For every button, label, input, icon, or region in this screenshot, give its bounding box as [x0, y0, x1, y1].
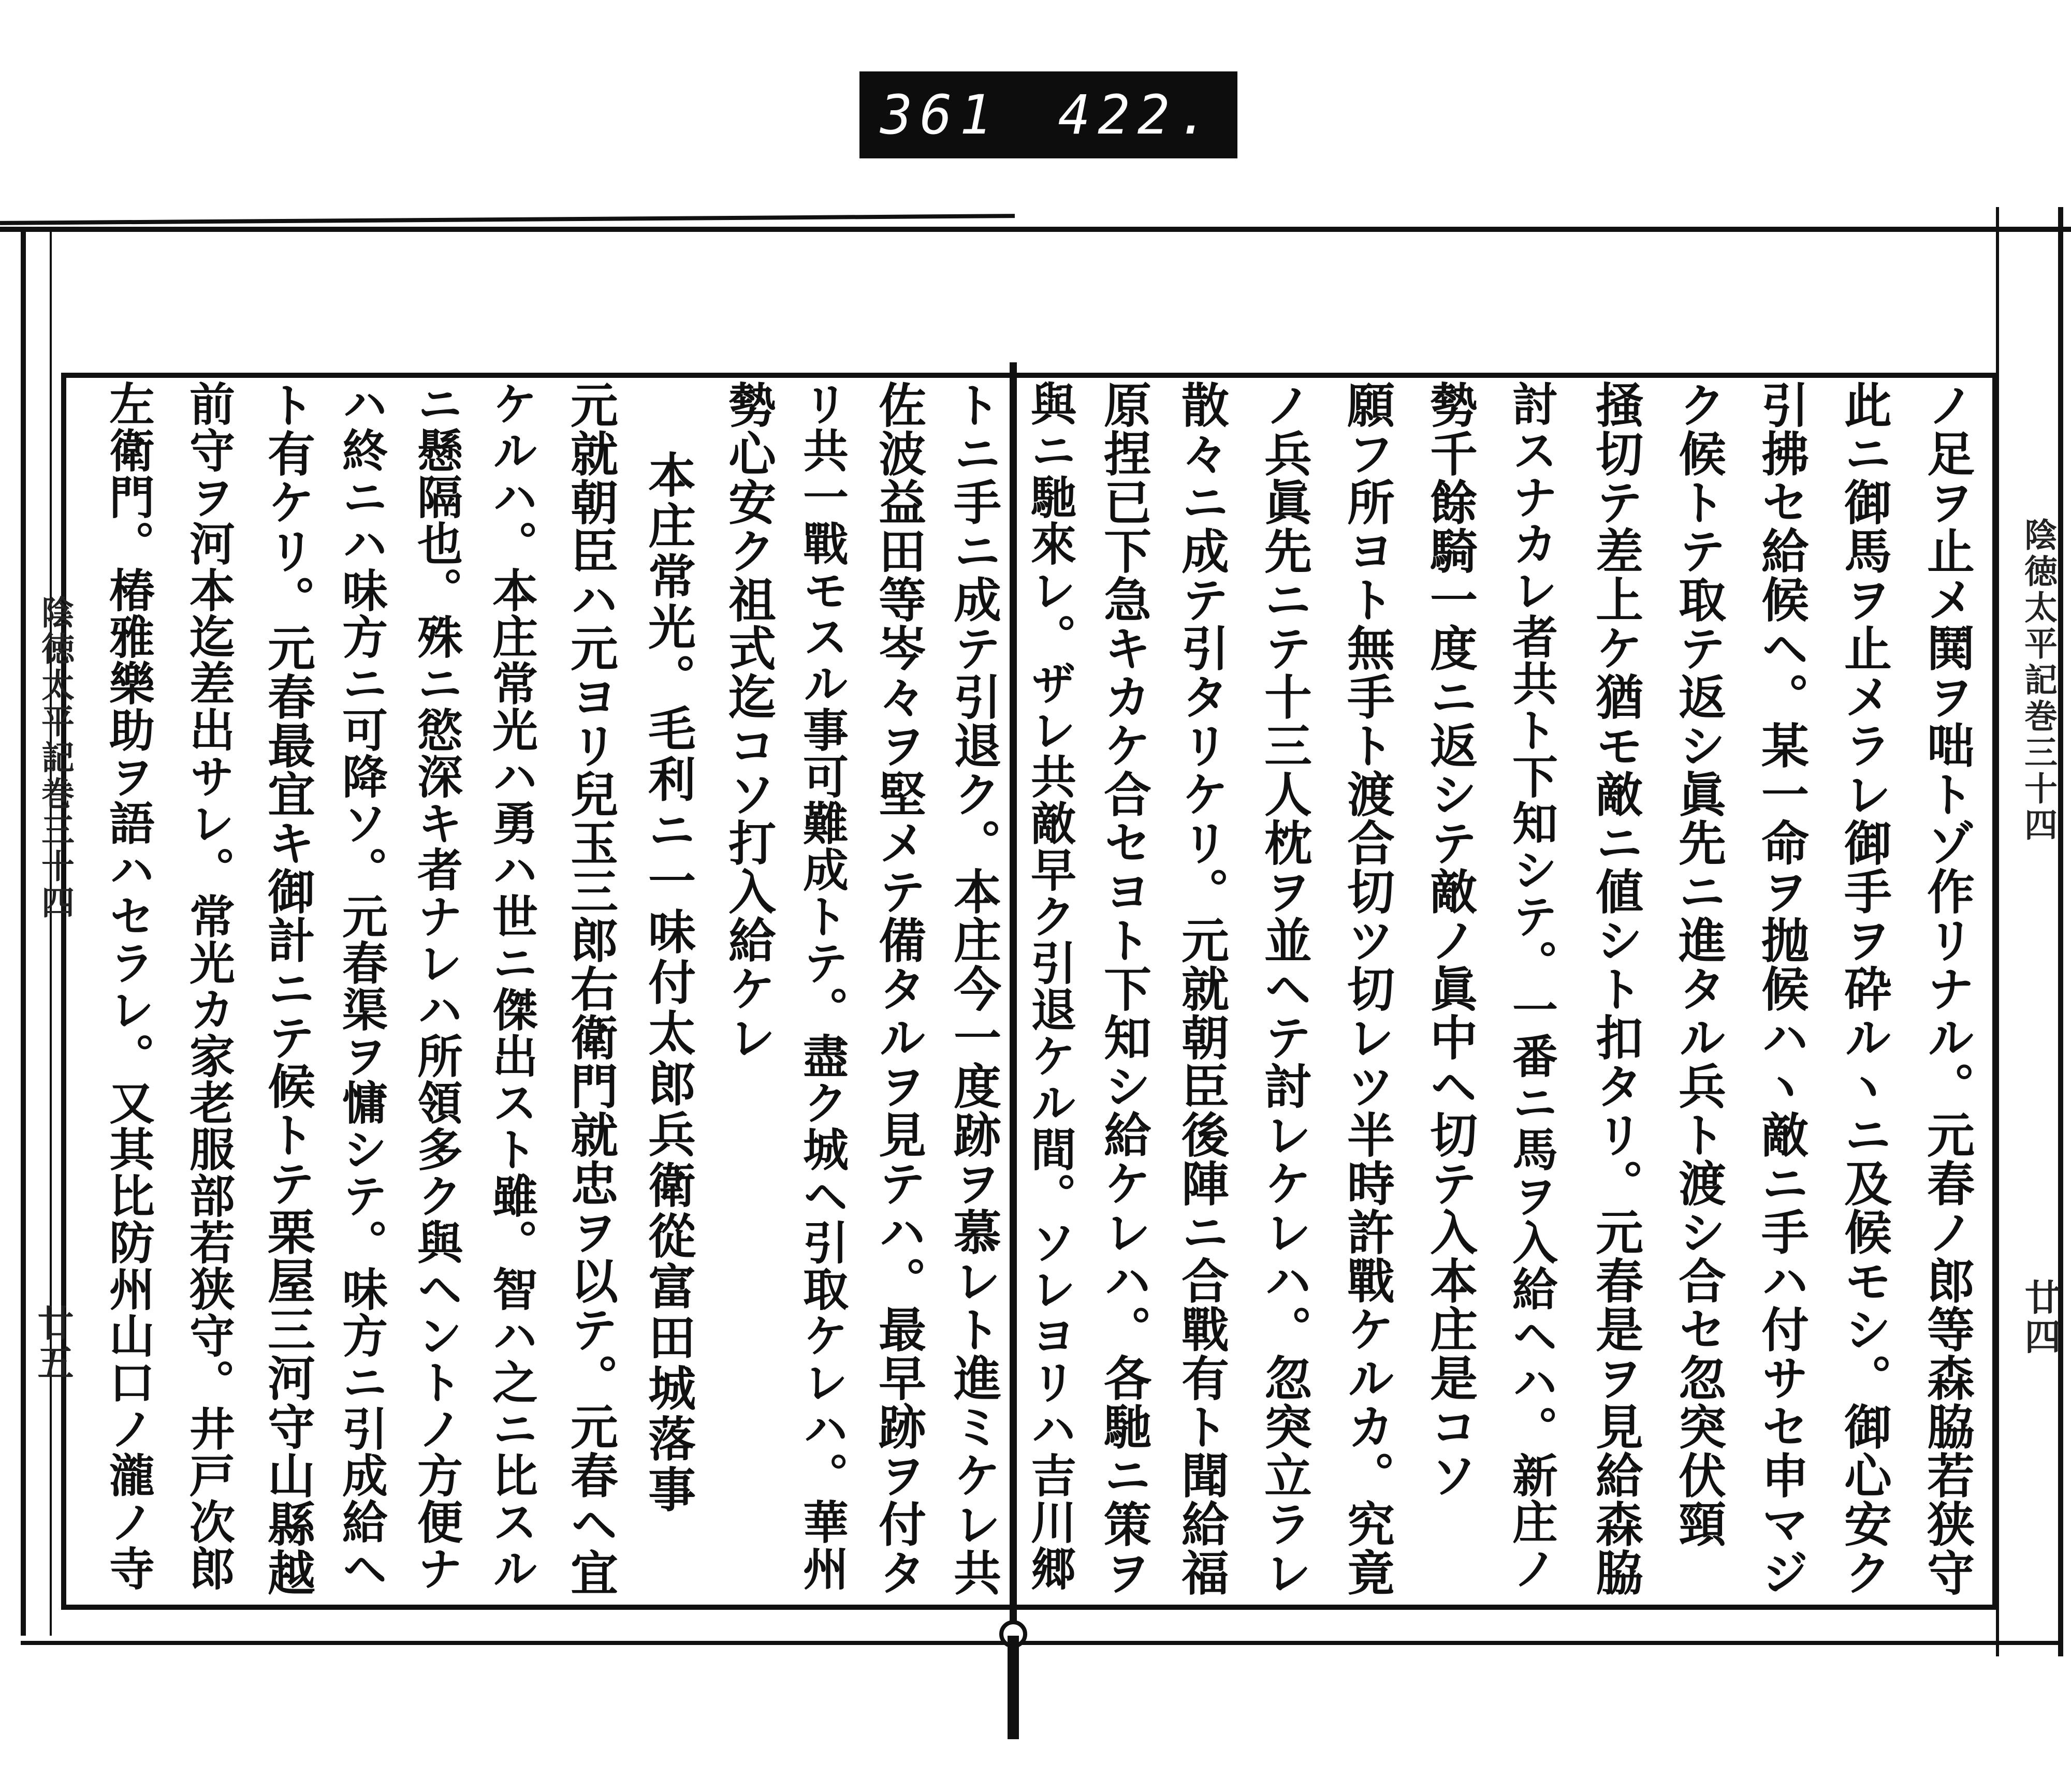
right-page-column: 討スナカレ者共ト下知シテ。一番ニ馬ヲ入給ヘハ。新庄ノ	[1505, 380, 1559, 1592]
right-folio-number: 廿四	[2019, 1279, 2062, 1357]
right-page-column: ク候トテ取テ返シ眞先ニ進タル兵ト渡シ合セ忽突伏頸	[1671, 380, 1727, 1548]
left-folio-number: 廿五	[32, 1304, 75, 1383]
left-page-column: ト有ケリ。元春最宜キ御計ニテ候トテ栗屋三河守山縣越	[260, 380, 316, 1597]
right-book-edge	[1996, 207, 2063, 1656]
left-margin-title: 陰徳太平記巻三十四	[36, 595, 75, 921]
bottom-binding-rule	[21, 1641, 2061, 1645]
left-page-column: ニ懸隔也。殊ニ慾深キ者ナレハ所領多ク與ヘントノ方便ナ	[410, 380, 464, 1592]
left-book-edge	[21, 228, 52, 1636]
right-margin-title: 陰徳太平記巻三十四	[2019, 518, 2058, 844]
right-page-column: 此ニ御馬ヲ止メラレ御手ヲ砕ルヽニ及候モシ。御心安ク	[1836, 380, 1892, 1597]
top-binding-rule	[0, 227, 2071, 232]
catalogue-number-right: 422.	[1058, 83, 1217, 146]
catalogue-label	[859, 71, 1237, 158]
left-page-column: ハ終ニハ味方ニ可降ソ。元春渠ヲ慵シテ。味方ニ引成給ヘ	[335, 380, 389, 1592]
left-page-column: 佐波益田等岑々ヲ堅メテ備タルヲ見テハ。最早跡ヲ付タ	[871, 380, 927, 1597]
left-page-column: 前守ヲ河本迄差出サレ。常光カ家老服部若狭守。井戸次郎	[182, 380, 236, 1592]
section-heading: 本庄常光。毛利ニ一味付太郎兵衛從富田城落事	[640, 450, 696, 1516]
right-page-column: 與ニ馳來レ。ザレ共敵早ク引退ケル間。ソレヨリハ吉川郷	[1024, 380, 1077, 1592]
right-page-column: ノ足ヲ止メ鬨ヲ咄トゾ作リナル。元春ノ郎等森脇若狭守	[1919, 380, 1975, 1597]
right-page-column: 掻切テ差上ケ猶モ敵ニ値シト扣タリ。元春是ヲ見給森脇	[1588, 380, 1644, 1597]
catalogue-number-left: 361	[880, 83, 999, 146]
left-page-column: リ共一戰モスル事可難成トテ。盡ク城ヘ引取ケレハ。華州	[796, 380, 850, 1592]
top-binding-rule-2	[0, 214, 1015, 225]
right-page-column: 勢千餘騎一度ニ返シテ敵ノ眞中ヘ切テ入本庄是コソ	[1422, 380, 1478, 1500]
right-page-column: ノ兵眞先ニテ十三人枕ヲ並ヘテ討レケレハ。忽突立ラレ	[1257, 380, 1312, 1597]
left-page-column: 左衛門。椿雅樂助ヲ語ハセラレ。又其比防州山口ノ瀧ノ寺	[102, 380, 156, 1592]
left-page-column: トニ手ニ成テ引退ク。本庄今一度跡ヲ慕レト進ミケレ共	[946, 380, 1002, 1597]
left-page-column: 元就朝臣ハ元ヨリ兒玉三郎右衛門就忠ヲ以テ。元春ヘ宜	[563, 380, 619, 1597]
right-page-column: 願フ所ヨト無手ト渡合切ツ切レツ半時許戰ケルカ。究竟	[1339, 380, 1395, 1597]
right-page-column: 引拂セ給候ヘ。某一命ヲ抛候ハヽ敵ニ手ハ付サセ申マジ	[1754, 380, 1810, 1597]
binding-tassel	[1008, 1636, 1019, 1739]
right-page-column: 原捏已下急キカケ合セヨト下知シ給ケレハ。各馳ニ策ヲ	[1096, 380, 1152, 1597]
left-page-column: 勢心安ク祖式迄コソ打入給ケレ	[721, 380, 777, 1062]
page-gutter	[1010, 362, 1017, 1625]
right-page-column: 散々ニ成テ引タリケリ。元就朝臣後陣ニ合戰有ト聞給福	[1174, 380, 1230, 1597]
left-page-column: ケルハ。本庄常光ハ勇ハ世ニ傑出スト雖。智ハ之ニ比スル	[485, 380, 539, 1592]
